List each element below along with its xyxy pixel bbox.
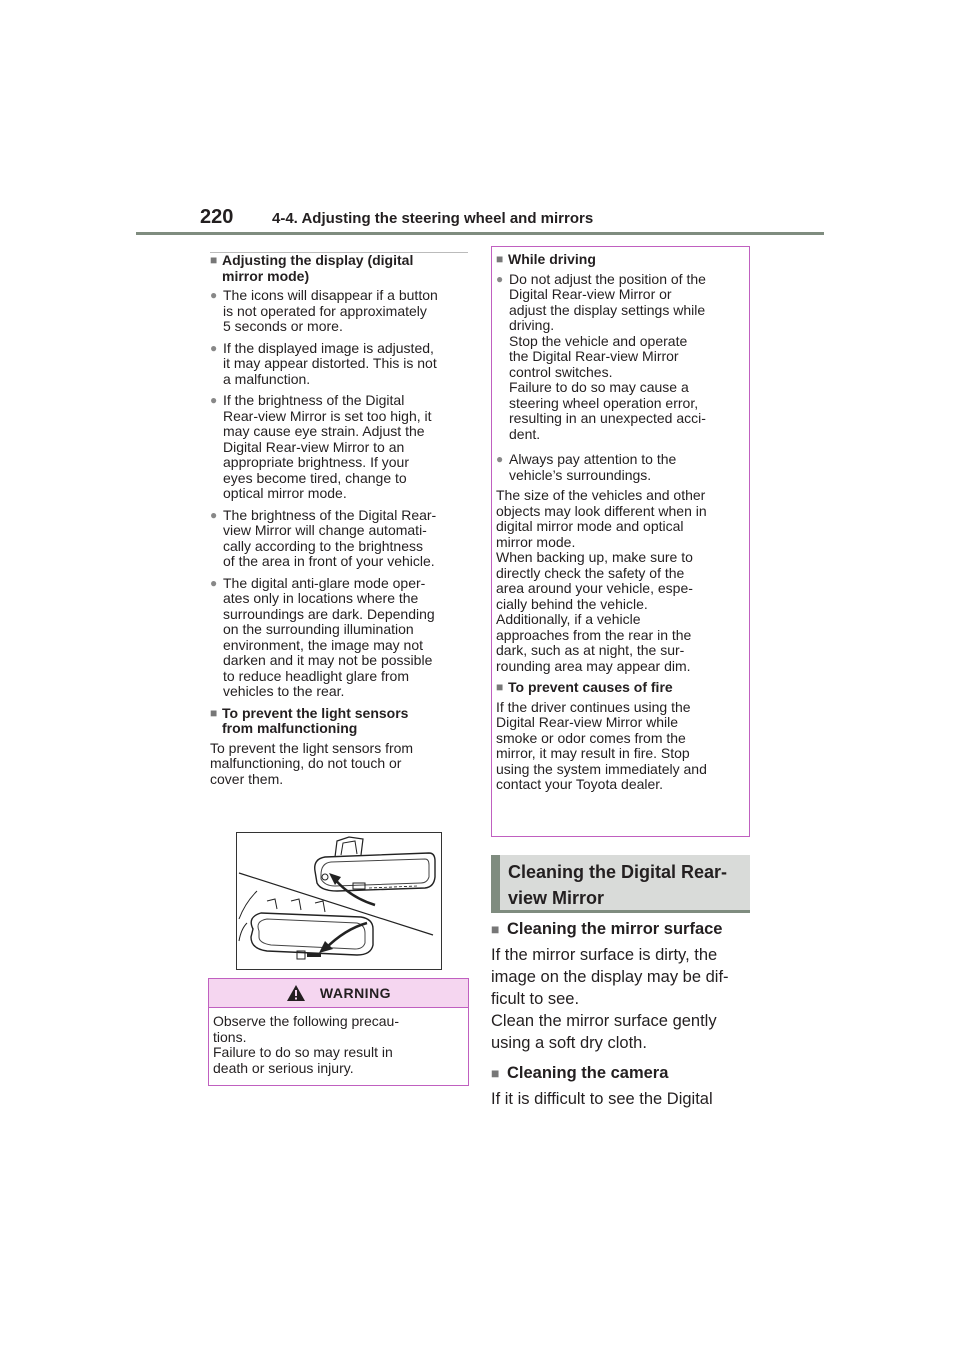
fire-text: If the driver continues using the Digital Rear-view Mirror while smoke or odor comes from the mirror, it may result in fire. Stop using the system immediately and contact your Toyota dealer. <box>496 698 707 792</box>
fire-heading: ■ To prevent causes of fire <box>496 679 673 695</box>
square-bullet-icon: ■ <box>491 921 500 937</box>
left-column <box>210 253 468 791</box>
page-number: 220 <box>200 206 234 228</box>
size-text: The size of the vehicles and other objects may look different when in digital mirror mode and optical mirror mode. When backing up, make sure to directly check the safety of the area around your vehicle, espe- cially behind the vehicle. Additionally, if a vehicle approaches from the rear in the dark, such as at night, the sur- rounding area may appear dim. <box>496 487 707 674</box>
sensor-text: To prevent the light sensors from malfunctioning, do not touch or cover them. <box>210 739 414 787</box>
list-item: ● Always pay attention to the vehicle’s surroundings. <box>496 451 677 483</box>
list-item: ● The icons will disappear if a button is not operated for approximately 5 seconds or more. <box>210 287 438 334</box>
warning-triangle-icon <box>286 984 306 1002</box>
page-header <box>200 200 824 234</box>
dot-bullet-icon: ● <box>496 271 504 286</box>
dot-bullet-icon: ● <box>210 393 218 407</box>
warning-continued-box <box>491 246 750 837</box>
square-bullet-icon: ■ <box>491 1065 500 1081</box>
dot-bullet-icon: ● <box>210 288 218 302</box>
mirror-sensor-illustration <box>236 832 442 970</box>
square-bullet-icon: ■ <box>496 252 504 266</box>
list-item: ● The digital anti-glare mode oper- ates only in locations where the surroundings are dark. Depending on the surrounding illumination environment, the image may not darken and it may not be possible to reduce headlight glare from vehicles to the rear. <box>210 574 435 699</box>
list-item: ● If the displayed image is adjusted, it may appear distorted. This is not a malfunction. <box>210 339 437 387</box>
section-title: 4-4. Adjusting the steering wheel and mirrors <box>272 210 594 227</box>
sensor-heading: ■ To prevent the light sensors from malfunctioning <box>210 704 409 736</box>
list-item: ● Do not adjust the position of the Digital Rear-view Mirror or adjust the display settings while driving. Stop the vehicle and operate the Digital Rear-view Mirror control switches. Failure to do so may cause a steering wheel operation error, resulting in an unexpected acci- dent. <box>496 270 706 442</box>
surface-heading: ■ Cleaning the mirror surface <box>491 920 723 938</box>
list-item: ● If the brightness of the Digital Rear-view Mirror is set too high, it may cause eye strain. Adjust the Digital Rear-view Mirror to an appropriate brightness. If your eyes become tired, change to optical mirror mode. <box>210 392 432 501</box>
camera-text: If it is difficult to see the Digital <box>491 1090 713 1108</box>
header-rule <box>136 232 824 235</box>
warning-title: WARNING <box>319 985 392 1001</box>
warning-body: Observe the following precau- tions. Failure to do so may result in death or serious injury. <box>213 1013 399 1076</box>
while-driving-heading: ■ While driving <box>496 251 596 267</box>
cleaning-section-title: Cleaning the Digital Rear- view Mirror <box>491 855 750 913</box>
warning-header <box>209 979 468 1008</box>
dot-bullet-icon: ● <box>210 575 218 590</box>
warning-box <box>208 978 469 1086</box>
dot-bullet-icon: ● <box>210 507 218 522</box>
list-item: ● The brightness of the Digital Rear- view Mirror will change automati- cally according to the brightness of the area in front of your vehicle. <box>210 506 437 569</box>
square-bullet-icon: ■ <box>210 253 218 267</box>
camera-heading: ■ Cleaning the camera <box>491 1064 669 1082</box>
cleaning-section-body <box>491 918 753 1118</box>
square-bullet-icon: ■ <box>210 705 218 720</box>
adjust-heading: ■ Adjusting the display (digital mirror mode) <box>210 252 414 284</box>
surface-text: If the mirror surface is dirty, the image on the display may be dif- ficult to see. Clean the mirror surface gently using a soft dry cloth. <box>491 946 729 1052</box>
dot-bullet-icon: ● <box>496 452 504 466</box>
square-bullet-icon: ■ <box>496 680 504 694</box>
dot-bullet-icon: ● <box>210 340 218 355</box>
